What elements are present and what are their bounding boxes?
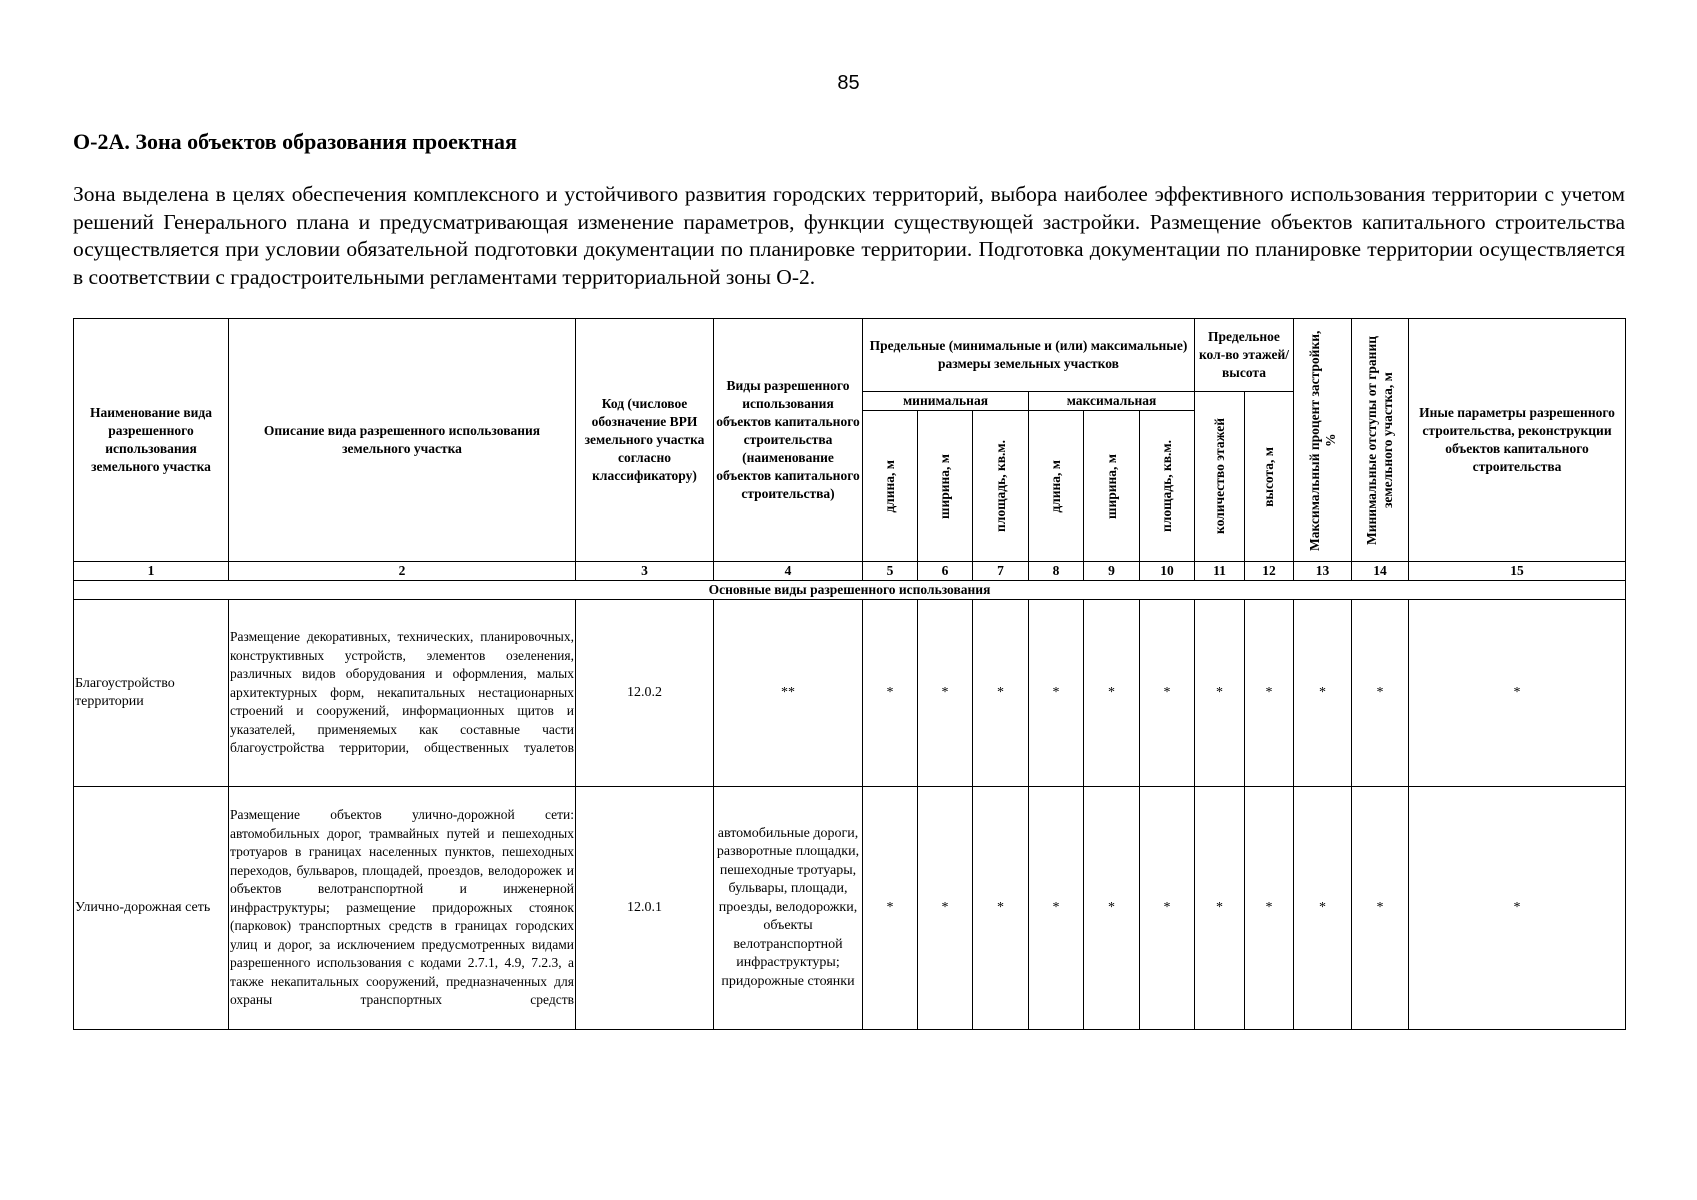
header-max-area-text: площадь, кв.м. xyxy=(1159,440,1174,532)
col-num: 8 xyxy=(1029,562,1084,581)
section-title: Основные виды разрешенного использования xyxy=(74,581,1626,600)
table-row xyxy=(74,600,1626,787)
col-num: 7 xyxy=(973,562,1029,581)
header-min-length-text: длина, м xyxy=(882,459,897,513)
header-other: Иные параметры разрешенного строительства, реконструкции объектов капитального строительства xyxy=(1409,319,1626,562)
row-value: * xyxy=(1294,600,1352,787)
header-min-area-text: площадь, кв.м. xyxy=(992,440,1008,532)
row-value: * xyxy=(918,600,973,787)
row-value: * xyxy=(918,787,973,1030)
col-num: 3 xyxy=(576,562,714,581)
col-num: 15 xyxy=(1409,562,1626,581)
row-value: * xyxy=(1140,787,1195,1030)
header-setbacks xyxy=(1352,319,1409,562)
row-objects: ** xyxy=(714,600,863,787)
header-min: минимальная xyxy=(863,392,1029,411)
header-description: Описание вида разрешенного использования земельного участка xyxy=(229,319,576,562)
header-max-area xyxy=(1140,411,1195,562)
header-min-width-text: ширина, м xyxy=(937,453,952,519)
header-floors-text: количество этажей xyxy=(1211,418,1227,535)
col-num: 6 xyxy=(918,562,973,581)
row-value: * xyxy=(973,787,1029,1030)
column-numbers-row xyxy=(74,562,1626,581)
col-num: 2 xyxy=(229,562,576,581)
header-min-length xyxy=(863,411,918,562)
row-value: * xyxy=(1029,787,1084,1030)
row-name: Благоустройство территории xyxy=(74,600,229,787)
col-num: 5 xyxy=(863,562,918,581)
row-value: * xyxy=(1084,600,1140,787)
row-value: * xyxy=(1245,600,1294,787)
row-value: * xyxy=(1029,600,1084,787)
section-row xyxy=(74,581,1626,600)
header-height xyxy=(1245,392,1294,562)
table-row xyxy=(74,787,1626,1030)
regulations-table xyxy=(73,318,1626,1030)
row-value: * xyxy=(1245,787,1294,1030)
col-num: 13 xyxy=(1294,562,1352,581)
row-value: * xyxy=(1140,600,1195,787)
header-limits: Предельные (минимальные и (или) максимальные) размеры земельных участков xyxy=(863,319,1195,392)
page-number: 85 xyxy=(837,72,860,94)
intro-paragraph: Зона выделена в целях обеспечения комплексного и устойчивого развития городских территорий, выбора наиболее эффективного использования территории с учетом решений Генерального плана и предусматривающая изменение параметров, функции существующей застройки. Размещение объектов капитального строительства осуществляется при условии обязательной подготовки документации по планировке территории. Подготовка документации по планировке территории осуществляется в соответствии с градостроительными регламентами территориальной зоны О-2. xyxy=(73,182,1625,289)
header-max-width xyxy=(1084,411,1140,562)
col-num: 10 xyxy=(1140,562,1195,581)
header-row-1 xyxy=(74,319,1626,392)
row-name: Улично-дорожная сеть xyxy=(74,787,229,1030)
row-objects: автомобильные дороги, разворотные площадки, пешеходные тротуары, бульвары, площади, проезды, велодорожки, объекты велотранспортной инфраструктуры; придорожные стоянки xyxy=(714,787,863,1030)
row-value: * xyxy=(1352,787,1409,1030)
header-code: Код (числовое обозначение ВРИ земельного участка согласно классификатору) xyxy=(576,319,714,562)
row-value: * xyxy=(973,600,1029,787)
header-min-width xyxy=(918,411,973,562)
header-max-width-text: ширина, м xyxy=(1103,453,1119,519)
row-value: * xyxy=(863,787,918,1030)
header-max: максимальная xyxy=(1029,392,1195,411)
row-code: 12.0.1 xyxy=(576,787,714,1030)
row-value: * xyxy=(1409,600,1626,787)
row-value: * xyxy=(1294,787,1352,1030)
row-description: Размещение объектов улично-дорожной сети: автомобильных дорог, трамвайных путей и пешеходных тротуаров в границах населенных пунктов, пешеходных переходов, бульваров, площадей, проездов, велодорожек и объектов велотранспортной и инженерной инфраструктуры; размещение придорожных стоянок (парковок) транспортных средств в границах городских улиц и дорог, за исключением предусмотренных видами разрешенного использования с кодами 2.7.1, 4.9, 7.2.3, а также некапитальных сооружений, предназначенных для охраны транспортных средств xyxy=(229,787,576,1030)
header-height-text: высота, м xyxy=(1261,446,1276,507)
header-floors xyxy=(1195,392,1245,562)
row-value: * xyxy=(1352,600,1409,787)
col-num: 4 xyxy=(714,562,863,581)
header-name: Наименование вида разрешенного использования земельного участка xyxy=(74,319,229,562)
header-max-length xyxy=(1029,411,1084,562)
row-value: * xyxy=(863,600,918,787)
col-num: 11 xyxy=(1195,562,1245,581)
header-min-area xyxy=(973,411,1029,562)
col-num: 9 xyxy=(1084,562,1140,581)
row-value: * xyxy=(1084,787,1140,1030)
row-value: * xyxy=(1409,787,1626,1030)
header-setbacks-text: Минимальные отступы от границ земельного участка, м xyxy=(1364,335,1395,545)
header-floors-group: Предельное кол-во этажей/ высота xyxy=(1195,319,1294,392)
header-max-percent xyxy=(1294,319,1352,562)
col-num: 12 xyxy=(1245,562,1294,581)
header-max-length-text: длина, м xyxy=(1048,459,1063,513)
col-num: 14 xyxy=(1352,562,1409,581)
header-objects: Виды разрешенного использования объектов капитального строительства (наименование объектов капитального строительства) xyxy=(714,319,863,562)
col-num: 1 xyxy=(74,562,229,581)
zone-title: О-2А. Зона объектов образования проектная xyxy=(73,129,517,154)
row-value: * xyxy=(1195,600,1245,787)
row-description: Размещение декоративных, технических, планировочных, конструктивных устройств, элементов озеленения, различных видов оборудования и оформления, малых архитектурных форм, некапитальных нестационарных строений и сооружений, информационных щитов и указателей, применяемых как составные части благоустройства территории, общественных туалетов xyxy=(229,600,576,787)
row-value: * xyxy=(1195,787,1245,1030)
row-code: 12.0.2 xyxy=(576,600,714,787)
header-max-percent-text: Максимальный процент застройки, % xyxy=(1306,329,1338,551)
